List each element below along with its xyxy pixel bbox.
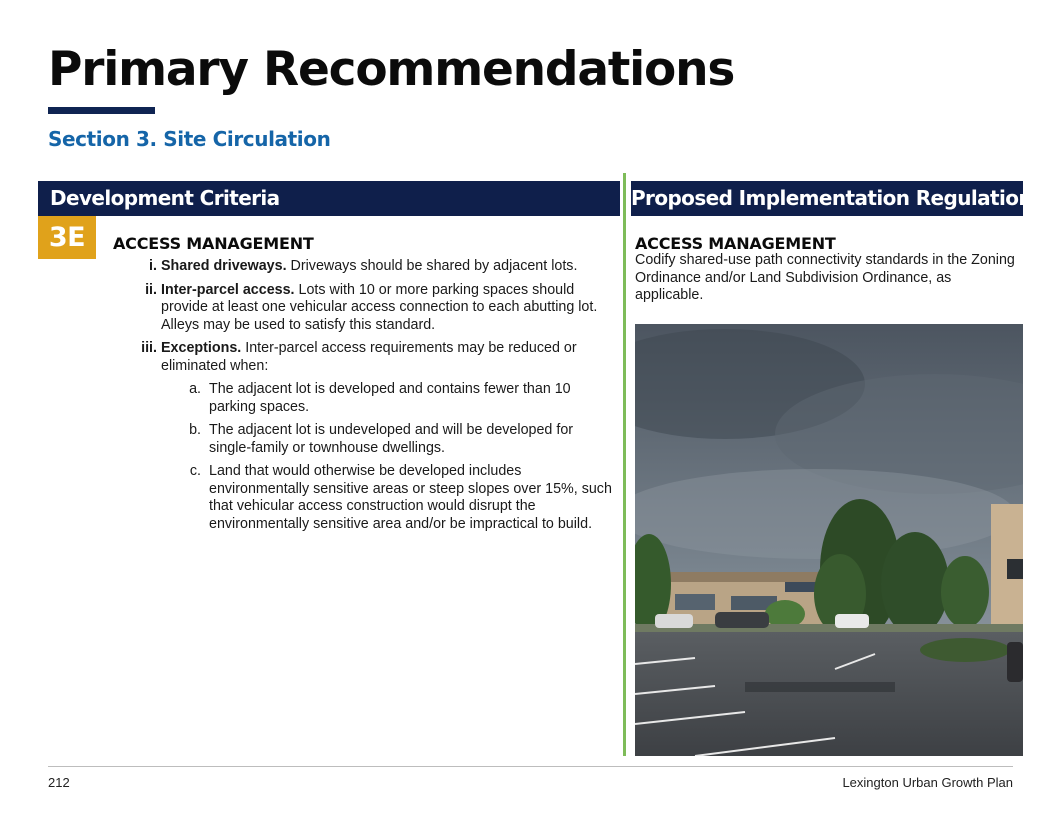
criteria-item [113,282,613,335]
document-title: Lexington Urban Growth Plan [842,775,1013,790]
exception-item [161,381,613,416]
criteria-term: Inter-parcel access. [161,281,295,298]
criteria-heading: ACCESS MANAGEMENT [113,234,314,253]
development-criteria-header: Development Criteria [38,181,620,216]
list-marker: i. [149,258,157,274]
criteria-list [113,258,613,539]
criteria-text: Driveways should be shared by adjacent lots. [286,258,578,274]
regulation-heading: ACCESS MANAGEMENT [635,234,836,253]
parking-lot-photo [635,324,1023,756]
exception-item [161,422,613,457]
exception-text: The adjacent lot is developed and contains fewer than 10 parking spaces. [209,381,571,415]
title-underline [48,107,155,114]
list-marker: b. [189,422,201,438]
list-marker: iii. [141,340,157,356]
exception-item [161,463,613,533]
criteria-term: Exceptions. [161,340,242,356]
implementation-regulation-header: Proposed Implementation Regulation [631,181,1023,216]
criteria-item [113,258,613,276]
exception-text: Land that would otherwise be developed includes environmentally sensitive areas or steep slopes over 15%, such that vehicular access construction would disrupt the environmentally sensitive area and/or be impractical to build. [209,463,612,532]
section-heading: Section 3. Site Circulation [48,127,331,151]
list-marker: c. [189,463,201,479]
page-title: Primary Recommendations [48,42,735,97]
page-number: 212 [48,775,70,790]
footer-divider [48,766,1013,767]
criteria-text: Lots with 10 or more parking spaces should provide at least one vehicular access connection to each abutting lot. Alleys may be used to satisfy this standard. [161,281,598,333]
list-marker: ii. [145,281,157,298]
exceptions-list [161,381,613,533]
column-divider [623,173,626,756]
list-marker: a. [189,381,201,397]
criteria-item [113,340,613,533]
exception-text: The adjacent lot is undeveloped and will be developed for single-family or townhouse dwellings. [209,422,574,456]
criteria-text: Inter-parcel access requirements may be reduced or eliminated when: [161,340,577,374]
criteria-term: Shared driveways. [161,258,287,274]
regulation-text: Codify shared-use path connectivity standards in the Zoning Ordinance and/or Land Subdivision Ordinance, as applicable. [635,252,1015,303]
criteria-badge: 3E [38,216,96,259]
